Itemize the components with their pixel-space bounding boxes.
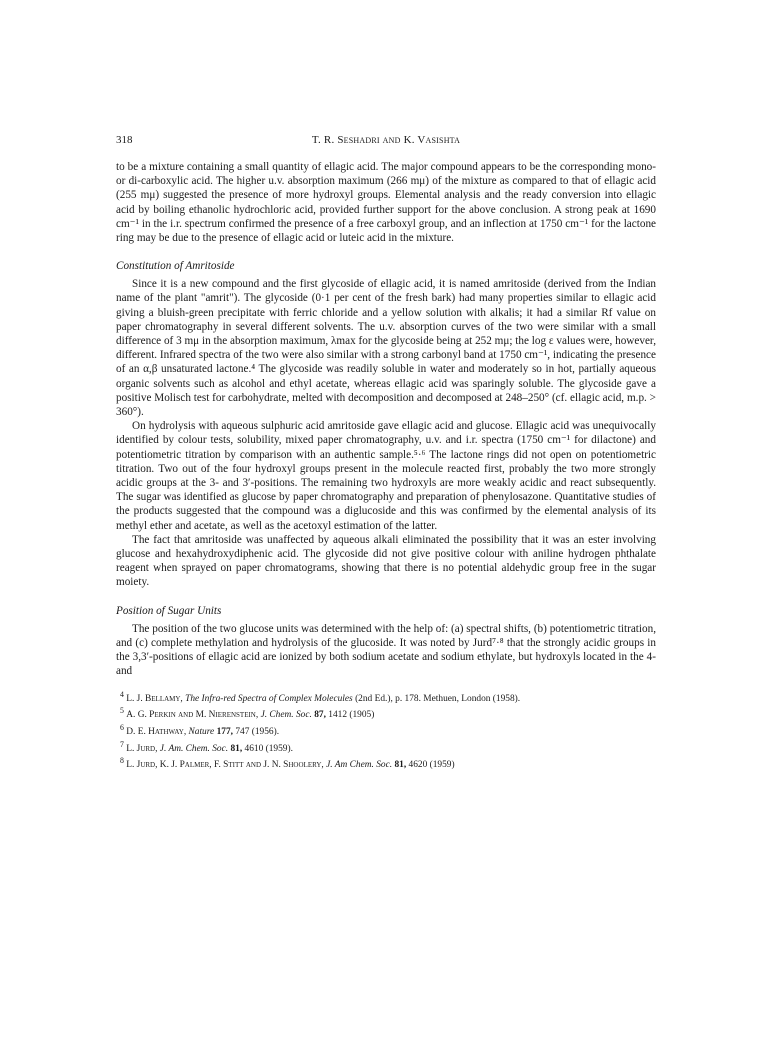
footnotes — [116, 689, 656, 773]
footnote-7: $^7$ L. Jurd, J. Am. Chem. Soc. 81, 4610 (1959). — [120, 739, 293, 754]
body-paragraph: The fact that amritoside was unaffected by aqueous alkali eliminated the possibility that it was an ester involving glucose and hexahydroxydiphenic acid. The glycoside did not give positive colour with aniline hydrogen phthalate reagent when sprayed on paper chromatograms, showing that there is no potential aldehydic group free in the sugar moiety. — [116, 533, 656, 589]
body-paragraph: The position of the two glucose units was determined with the help of: (a) spectral shifts, (b) potentiometric titration, and (c) complete methylation and hydrolysis of the glucoside. It was noted by Jurd⁷·⁸ that the strongly acidic groups in the 3,3′-positions of ellagic acid are ionized by both sodium acetate and sodium ethylate, but hydroxyls located in the 4- and — [116, 622, 656, 678]
intro-paragraph: to be a mixture containing a small quantity of ellagic acid. The major compound appears to be the corresponding mono- or di-carboxylic acid. The higher u.v. absorption maximum (266 mμ) of the mixture as compared to that of ellagic acid (255 mμ) suggested the presence of more hydroxyl groups. Elemental analysis and the ready conversion into ellagic acid by boiling ethanolic hydrochloric acid, provided further support for the above conclusion. A strong peak at 1690 cm⁻¹ in the i.r. spectrum confirmed the presence of a free carboxyl group, and an inflection at 1750 cm⁻¹ for the lactone ring may be due to the presence of ellagic acid or luteic acid in the mixture. — [116, 161, 656, 245]
footnote-5: $^5$ A. G. Perkin and M. Nierenstein, J. Chem. Soc. 87, 1412 (1905) — [120, 706, 375, 721]
article-body — [116, 160, 656, 772]
running-head: T. R. Seshadri and K. Vasishta — [311, 134, 461, 146]
footnote-6: $^6$ D. E. Hathway, Nature 177, 747 (1956). — [120, 722, 280, 738]
section-heading-constitution: Constitution of Amritoside — [116, 260, 235, 273]
body-paragraph: Since it is a new compound and the first glycoside of ellagic acid, it is named amritoside (derived from the Indian name of the plant "amrit"). The glycoside (0·1 per cent of the fresh bark) had many properties similar to ellagic acid giving a bluish-green precipitate with ferric chloride and a yellow solution with alkalis; it had a similar Rf value on paper chromatography in several different solvents. The u.v. absorption curves of the two were similar with a small difference of 3 mμ in the absorption maximum, λmax for the glycoside being at 252 mμ; the log ε values were, however, different. Infrared spectra of the two were also similar with a strong carbonyl band at 1750 cm⁻¹, indicating the presence of an α,β unsaturated lactone.⁴ The glycoside was readily soluble in water and moderately so in hot, partially aqueous organic solvents such as alcohol and ethyl acetate, whereas ellagic acid was sparingly soluble. The glycoside gave a positive Molisch test for carbohydrate, melted with decomposition and decomposed at 248–250° (cf. ellagic acid, m.p. > 360°). — [116, 278, 656, 419]
page-header — [116, 134, 656, 150]
page-number: 318 — [116, 134, 133, 146]
footnote-8: $^8$ L. Jurd, K. J. Palmer, F. Stitt and J. N. Shoolery, J. Am Chem. Soc. 81, 4620 (1959) — [120, 756, 455, 771]
section-heading-sugar-units: Position of Sugar Units — [116, 604, 222, 617]
footnote-4: $^4$ L. J. Bellamy, The Infra-red Spectra of Complex Molecules (2nd Ed.), p. 178. Methuen, London (1958). — [120, 689, 521, 704]
body-paragraph: On hydrolysis with aqueous sulphuric acid amritoside gave ellagic acid and glucose. Ellagic acid was unequivocally identified by colour tests, solubility, mixed paper chromatography, u.v. and i.r. spectra (1750 cm⁻¹ for dilactone) and potentiometric titration by comparison with an authentic sample.⁵·⁶ The lactone rings did not open on potentiometric titration. Two out of the four hydroxyl groups present in the molecule reacted first, probably the two more strongly acidic groups at the 3- and 3′-positions. The remaining two hydroxyls are more weakly acidic and react subsequently. The sugar was identified as glucose by paper chromatography and preparation of phenylosazone. Quantitative studies of the products suggested that the compound was a diglucoside and this was confirmed by the elemental analysis of its methyl ether and acetate, as well as the acetoxyl estimation of the latter. — [116, 420, 656, 532]
